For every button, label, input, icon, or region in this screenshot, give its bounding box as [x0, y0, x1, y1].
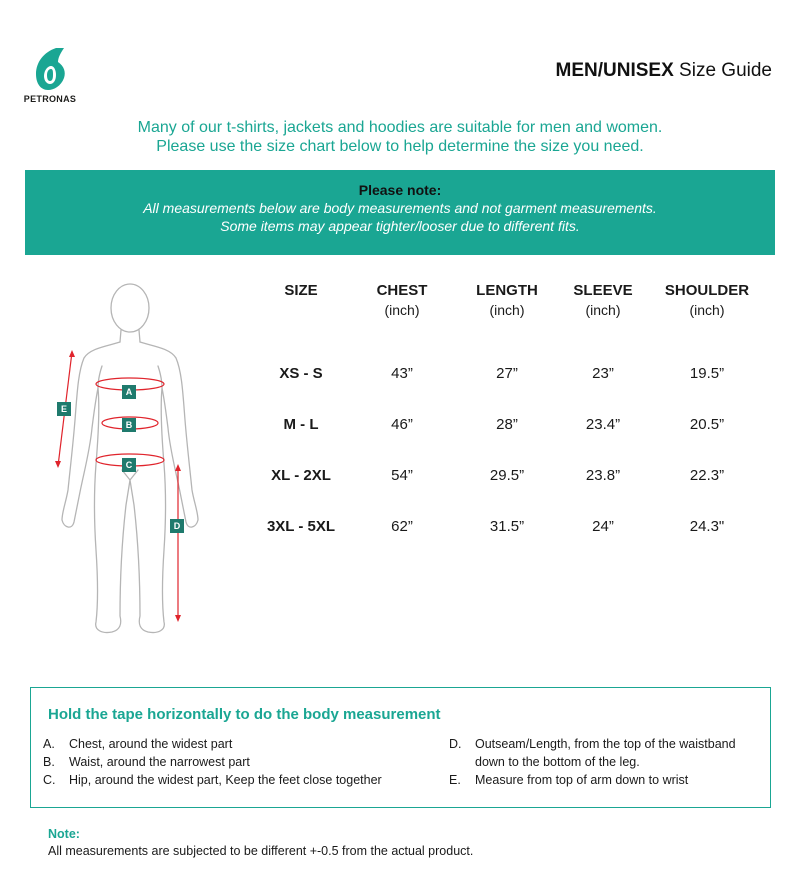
marker-d: D — [173, 521, 181, 531]
table-row — [250, 450, 770, 501]
item-letter: A. — [43, 737, 55, 751]
marker-a: A — [125, 387, 133, 397]
item-text: Chest, around the widest part — [69, 737, 233, 751]
length-cell: 31.5” — [489, 518, 525, 535]
shoulder-cell: 19.5” — [689, 365, 725, 382]
footnote-text: All measurements are subjected to be different +-0.5 from the actual product. — [48, 844, 474, 858]
sleeve-cell: 23.4” — [585, 416, 621, 433]
shoulder-cell: 22.3” — [689, 467, 725, 484]
header-chest: CHEST (inch) — [376, 282, 428, 318]
chest-cell: 54” — [391, 467, 413, 484]
size-table — [250, 282, 770, 552]
list-item — [449, 735, 759, 771]
size-cell: XL - 2XL — [271, 467, 331, 484]
item-letter: E. — [449, 773, 461, 787]
marker-e: E — [60, 404, 68, 414]
sleeve-cell: 24” — [592, 518, 614, 535]
item-text: Outseam/Length, from the top of the waistband down to the bottom of the leg. — [475, 737, 736, 769]
size-cell: XS - S — [279, 365, 323, 382]
table-header-row — [250, 282, 770, 348]
item-text: Hip, around the widest part, Keep the feet close together — [69, 773, 382, 787]
header-length: LENGTH (inch) — [476, 282, 538, 318]
item-letter: D. — [449, 737, 462, 751]
instructions-left-list — [43, 735, 443, 789]
notice-title: Please note: — [358, 182, 442, 198]
list-item — [43, 771, 443, 789]
item-text: Waist, around the narrowest part — [69, 755, 250, 769]
notice-banner — [25, 170, 775, 255]
petronas-logo — [20, 44, 80, 104]
intro-line-1: Many of our t-shirts, jackets and hoodies are suitable for men and women. — [137, 119, 663, 136]
header-size: SIZE — [284, 282, 318, 299]
intro-text — [0, 118, 800, 156]
title-rest: Size Guide — [679, 60, 772, 81]
sleeve-cell: 23” — [592, 365, 614, 382]
length-cell: 29.5” — [489, 467, 525, 484]
footnote-title: Note: — [48, 827, 80, 841]
intro-line-2: Please use the size chart below to help determine the size you need. — [156, 138, 644, 155]
measurement-instructions — [30, 687, 771, 808]
instructions-right-list — [449, 735, 759, 789]
marker-b: B — [125, 420, 133, 430]
size-cell: M - L — [283, 416, 319, 433]
sleeve-cell: 23.8” — [585, 467, 621, 484]
item-text: Measure from top of arm down to wrist — [475, 773, 689, 787]
item-letter: C. — [43, 773, 56, 787]
list-item — [43, 735, 443, 753]
size-cell: 3XL - 5XL — [266, 518, 336, 535]
chest-cell: 43” — [391, 365, 413, 382]
body-measurement-figure — [50, 280, 210, 645]
list-item — [449, 771, 759, 789]
chest-cell: 46” — [391, 416, 413, 433]
header-shoulder: SHOULDER (inch) — [664, 282, 750, 318]
header-sleeve: SLEEVE (inch) — [573, 282, 633, 318]
notice-line-2: Some items may appear tighter/looser due to different fits. — [220, 218, 580, 234]
page-title — [556, 60, 772, 82]
table-row — [250, 501, 770, 552]
length-cell: 27” — [496, 365, 518, 382]
shoulder-cell: 20.5” — [689, 416, 725, 433]
table-row — [250, 348, 770, 399]
petronas-logo-icon — [30, 44, 70, 92]
brand-name: PETRONAS — [23, 94, 77, 104]
chest-cell: 62” — [391, 518, 413, 535]
length-cell: 28” — [496, 416, 518, 433]
marker-c: C — [125, 460, 133, 470]
list-item — [43, 753, 443, 771]
notice-line-1: All measurements below are body measurements and not garment measurements. — [143, 200, 657, 216]
table-row — [250, 399, 770, 450]
item-letter: B. — [43, 755, 55, 769]
instructions-title: Hold the tape horizontally to do the body measurement — [48, 706, 441, 723]
shoulder-cell: 24.3" — [689, 518, 725, 535]
body-outline-icon — [50, 280, 210, 645]
title-bold: MEN/UNISEX — [555, 60, 674, 81]
footnote — [48, 826, 473, 860]
